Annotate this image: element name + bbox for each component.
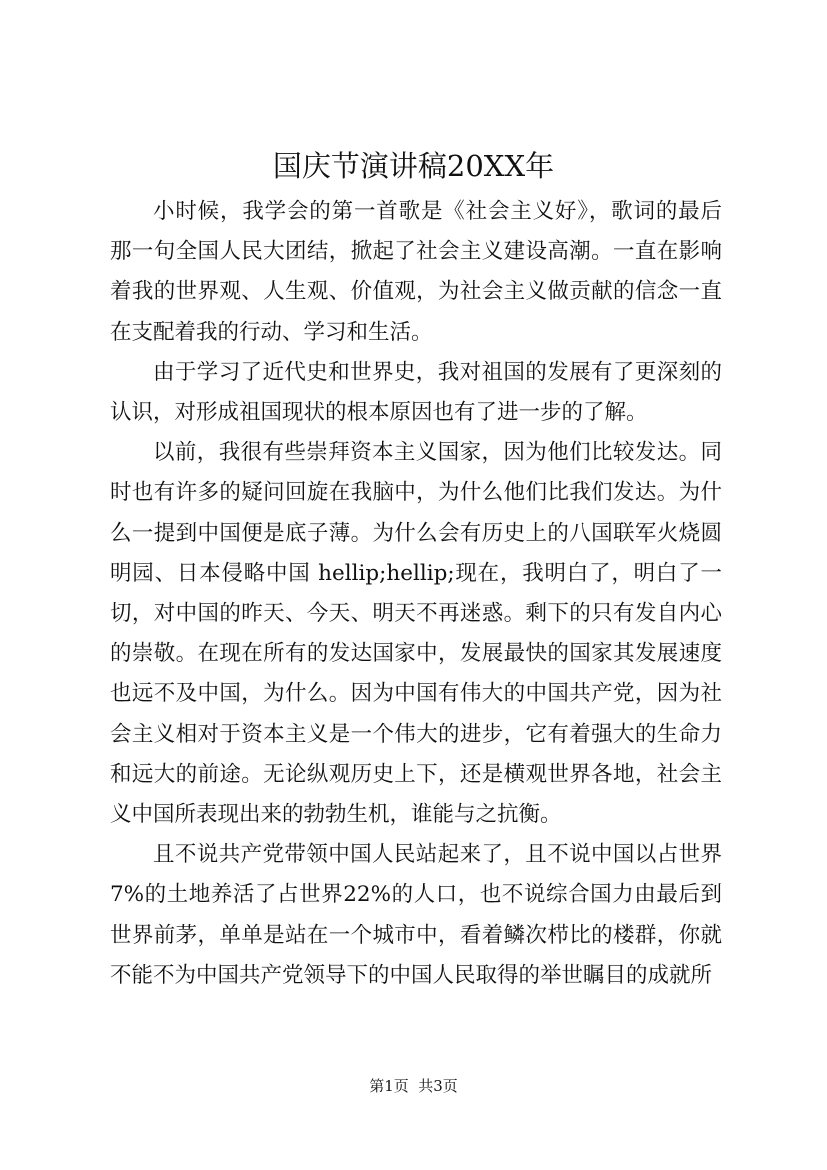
paragraph-4: 且不说共产党带领中国人民站起来了，且不说中国以占世界7%的土地养活了占世界22%的人口，也不说综合国力由最后到世界前茅，单单是站在一个城市中，看着鳞次栉比的楼群，你就不能不为中国共产党领导下的中国人民取得的举世瞩目的成就所 xyxy=(110,842,722,988)
paragraph-1: 小时候，我学会的第一首歌是《社会主义好》，歌词的最后那一句全国人民大团结，掀起了社会主义建设高潮。一直在影响着我的世界观、人生观、价值观，为社会主义做贡献的信念一直在支配着我的行动、学习和生活。 xyxy=(110,199,722,345)
paragraph-2: 由于学习了近代史和世界史，我对祖国的发展有了更深刻的认识，对形成祖国现状的根本原因也有了进一步的了解。 xyxy=(110,359,722,426)
page-number: 第1页 共3页 xyxy=(369,1077,458,1095)
page-footer xyxy=(0,1076,827,1096)
paragraph-3: 以前，我很有些崇拜资本主义国家，因为他们比较发达。同时也有许多的疑问回旋在我脑中，为什么他们比我们发达。为什么一提到中国便是底子薄。为什么会有历史上的八国联军火烧圆明园、日本侵略中国 hellip;hellip;现在，我明白了，明白了一切，对中国的昨天、今天、明天不再迷惑。剩下的只有发自内心的崇敬。在现在所有的发达国家中，发展最快的国家其发展速度也远不及中国，为什么。因为中国有伟大的中国共产党，因为社会主义相对于资本主义是一个伟大的进步，它有着强大的生命力和远大的前途。无论纵观历史上下，还是横观世界各地，社会主义中国所表现出来的勃勃生机，谁能与之抗衡。 xyxy=(110,440,722,828)
document-title: 国庆节演讲稿20XX年 xyxy=(272,149,555,183)
document-body xyxy=(110,192,722,996)
